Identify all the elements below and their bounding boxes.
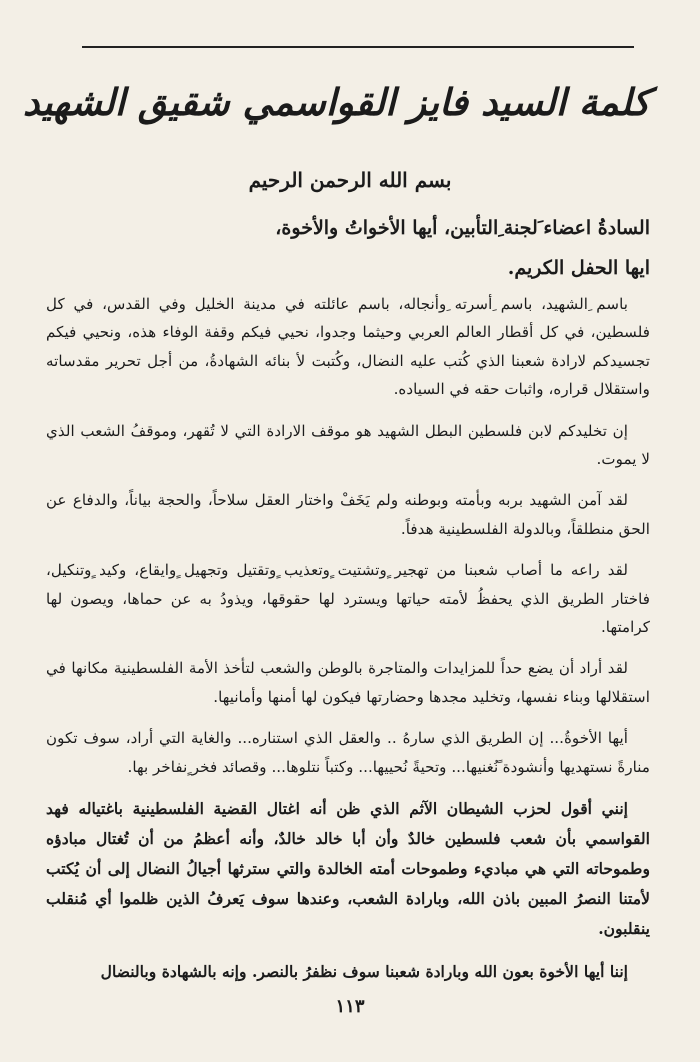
paragraph: أيها الأخوةُ... إن الطريق الذي سارهُ .. والعقل الذي استناره... والغاية التي أراد، سوف تكون منارةً نستهديها وأنشودة ًنُغنيها... وتحيةً نُحييها... وكتباً نتلوها... وقصائد فخر ٍنفاخر بها. <box>46 729 650 776</box>
paragraph: لقد راعه ما أصاب شعبنا من تهجير ٍوتشتيت ٍوتعذيب ٍوتقتيل وتجهيل ٍوايقاع، وكيد ٍوتنكيل، فاختار الطريق الذي يحفظُ لأمته حياتها ويسترد لها حقوقها، ويذودُ به عن حماها، ويصون لها كرامتها. <box>46 561 650 637</box>
salutation <box>70 208 650 288</box>
top-rule <box>82 46 634 48</box>
paragraph: باسم ِالشهيد، باسم ِأسرته ِوأنجاله، باسم عائلته في مدينة الخليل وفي القدس، في كل فلسطين، في كل أقطار العالم العربي وحيثما وجدوا، نحيي فيكم وقفة الوفاء هذه، ونحيي فيكم تجسيدكم لارادة شعبنا الذي كُتب عليه النضال، وكُتبت لأ بنائه الشهادةُ، من أجل تحرير مقدساته واستقلال قراره، واثبات حقه في السياده. <box>46 295 650 399</box>
salutation-line-1: السادةُ اعضاء َلجنة ِالتأبين، أيها الأخواتُ والأخوة، <box>275 217 650 239</box>
paragraph: إن تخليدكم لابن فلسطين البطل الشهيد هو موقف الارادة التي لا تُقهر، وموقفُ الشعب الذي لا يموت. <box>46 421 650 469</box>
salutation-line-2: ايها الحفل الكريم. <box>507 257 650 279</box>
body-text <box>46 290 650 1000</box>
paragraph: لقد آمن الشهيد بربه وبأمته وبوطنه ولم يَخَفْ واختار العقل سلاحاً، والحجة بياناً، والدفاع عن الحق منطلقاً، وبالدولة الفلسطينية هدفاً. <box>46 491 650 538</box>
page-number: ١١٣ <box>335 996 365 1017</box>
page-title: كلمة السيد فايز القواسمي شقيق الشهيد <box>22 80 650 124</box>
basmala: بسم الله الرحمن الرحيم <box>248 168 452 192</box>
paragraph: لقد أراد أن يضع حداً للمزايدات والمتاجرة بالوطن والشعب لتأخذ الأمة الفلسطينية مكانها في استقلالها وبناء نفسها، وتخليد مجدها وحضارتها فيكون لها أمنها وأمانيها. <box>46 659 650 706</box>
bold-paragraph: إنني أقول لحزب الشيطان الآثم الذي ظن أنه اغتال القضية الفلسطينية باغتياله فهد القواسمي بأن شعب فلسطين خالدٌ وأن أبا خالد خالدٌ، وأنه أعظمُ من أن تُغتال مبادؤه وطموحاته التي هي مباديء وطموحات أمته الخالدة والتي سترثها أجيالُ النضال إلى أن يُكتب لأمتنا النصرُ المبين باذن الله، وبارادة الشعب، وعندها سوف يَعرفُ الذين ظلموا أي مُنقلب ينقلبون. <box>46 799 650 939</box>
bold-paragraph: إننا أيها الأخوة بعون الله وبارادة شعبنا سوف نظفرُ بالنصر. وإنه بالشهادة وبالنضال <box>100 962 628 982</box>
